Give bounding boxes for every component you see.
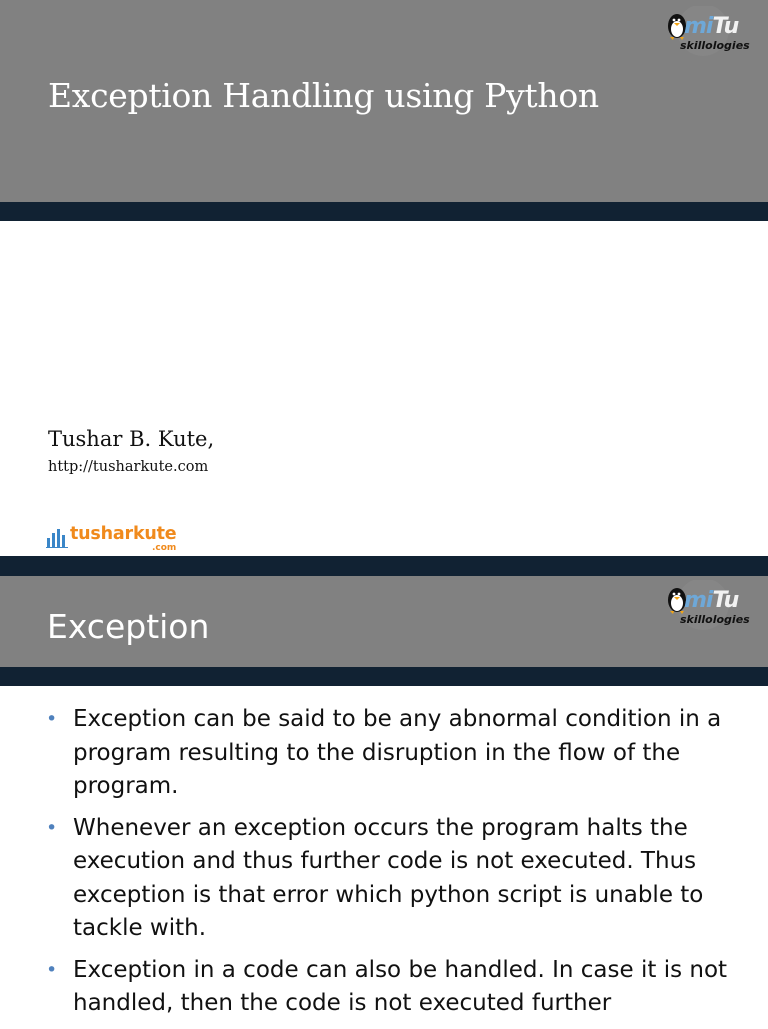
tusharkute-logo (46, 524, 186, 556)
bullet-text: Exception can be said to be any abnormal condition in a program resulting to the disruption in the flow of the program. (73, 706, 722, 799)
bullet-list (46, 703, 736, 1029)
bullet-item (46, 954, 736, 1021)
bullet-icon: • (46, 816, 58, 839)
mitu-tagline: skillologies (680, 39, 750, 52)
mitu-wordmark: miTu (684, 14, 739, 39)
author-name: Tushar B. Kute, (48, 427, 215, 451)
bullet-item (46, 812, 736, 946)
slide2-header-bar (0, 667, 768, 686)
bullet-icon: • (46, 708, 58, 730)
bullet-text: Exception in a code can also be handled. In case it is not handled, then the code is not executed further (73, 956, 728, 1016)
tusharkute-logo-suffix: .com (152, 543, 177, 553)
bar-chart-icon (46, 526, 70, 548)
mitu-logo (663, 6, 755, 68)
bullet-icon: • (46, 958, 58, 981)
mitu-wordmark: miTu (684, 588, 739, 613)
slide2-top-bar (0, 556, 768, 576)
bullet-text: Whenever an exception occurs the program halts the execution and thus further code is not executed. Thus exception is that error which python script is unable to tackle with. (73, 814, 704, 941)
mitu-logo (663, 580, 755, 642)
slide1-title: Exception Handling using Python (48, 76, 599, 115)
tusharkute-logo-text: tusharkute (70, 524, 177, 544)
bullet-item (46, 703, 736, 804)
slide2-title: Exception (47, 607, 210, 646)
mitu-tagline: skillologies (680, 613, 750, 626)
author-url: http://tusharkute.com (48, 459, 209, 475)
slide1-header-bar (0, 202, 768, 221)
